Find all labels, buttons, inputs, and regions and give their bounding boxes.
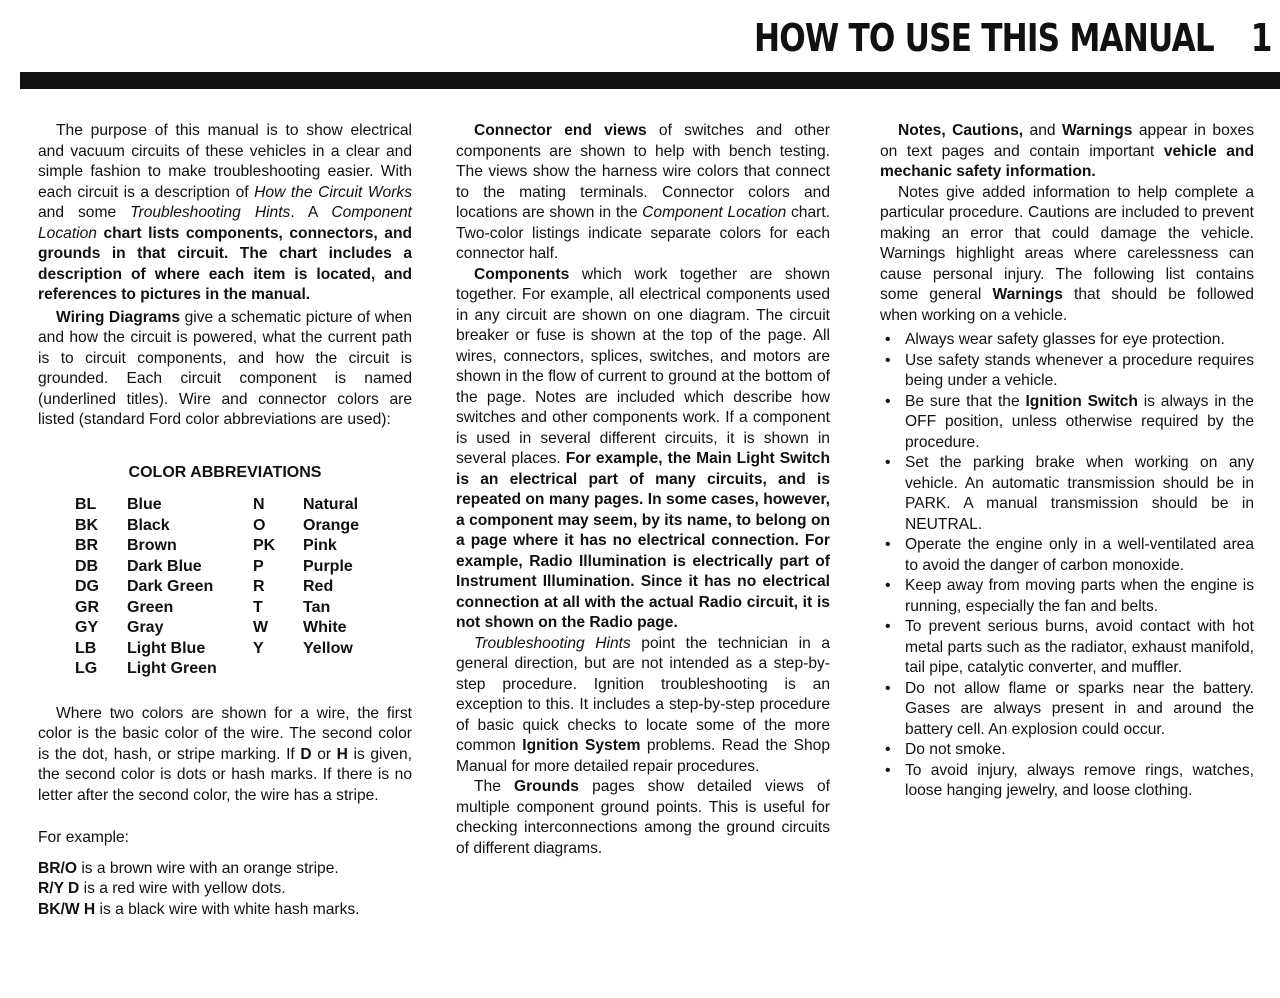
abbr-color-name: White (303, 619, 347, 636)
page-title: HOW TO USE THIS MANUAL (754, 16, 1214, 60)
abbr-color-name: Tan (303, 598, 331, 616)
abbr-color-name: Blue (127, 496, 162, 513)
abbr-code: T (253, 598, 263, 616)
list-item: • Do not allow flame or sparks near the battery. Gases are always present in and around the battery cell. An explosion could occur. (880, 679, 1254, 741)
abbr-code: R (253, 578, 265, 595)
abbr-color-name: Light Blue (127, 639, 206, 657)
table-row (75, 659, 359, 680)
list-item: • Be sure that the Ignition Switch is always in the OFF position, unless otherwise required by the procedure. (880, 392, 1254, 454)
abbr-color-name: Light Green (127, 660, 217, 677)
intro-paragraph: The purpose of this manual is to show electrical and vacuum circuits of these vehicles in a clear and simple fashion to make troubleshooting easier. With each circuit is a description of How the Circuit Works and some Troubleshooting Hints. A Component Location chart lists components, connectors, and grounds in that circuit. The chart includes a description of where each item is located, and references to pictures in the manual. (38, 122, 412, 303)
table-row (75, 598, 359, 619)
abbr-code: DG (75, 578, 99, 595)
list-item: • To avoid injury, always remove rings, watches, loose hanging jewelry, and loose clothing. (880, 761, 1254, 802)
abbr-code: BR (75, 537, 99, 554)
abbr-color-name: Natural (303, 496, 359, 513)
abbr-code: GY (75, 619, 99, 636)
table-row (75, 639, 359, 660)
two-colors-paragraph: Where two colors are shown for a wire, the first color is the basic color of the wire. The second color is the dot, hash, or stripe marking. If D or H is given, the second color is dots or hash marks. If there is no letter after the second color, the wire has a stripe. (38, 704, 412, 804)
table-row (75, 495, 359, 516)
table-row (75, 516, 359, 537)
column-left (38, 121, 412, 920)
troubleshooting-hints-paragraph: Troubleshooting Hints point the technician in a general direction, but are not intended as a step-by-step procedure. Ignition troubleshooting is an exception to this. It includes a step-by-step procedure of basic quick checks to locate some of the more common Ignition System problems. Read the Shop Manual for more detailed repair procedures. (456, 634, 830, 775)
abbr-code: BK (75, 516, 99, 534)
warnings-intro-paragraph: Notes give added information to help complete a particular procedure. Cautions are included to prevent making an error that could damage the vehicle. Warnings highlight areas where carelessness can cause personal injury. The following list contains some general Warnings that should be followed when working on a vehicle. (880, 183, 1254, 324)
page-header (0, 14, 1280, 58)
abbr-color-name: Dark Blue (127, 557, 202, 575)
abbr-color-name: Green (127, 598, 174, 616)
list-item: • Do not smoke. (880, 740, 1254, 761)
abbr-code: N (253, 496, 265, 513)
abbr-color-name: Pink (303, 537, 337, 554)
table-row (75, 618, 359, 639)
table-row (75, 557, 359, 578)
abbr-code: BL (75, 496, 97, 513)
abbr-code (253, 659, 303, 680)
list-item: • Use safety stands whenever a procedure requires being under a vehicle. (880, 351, 1254, 392)
for-example-label: For example: (38, 829, 129, 846)
wire-examples (38, 859, 412, 921)
column-middle (456, 121, 830, 859)
color-abbreviations-table (75, 495, 359, 680)
abbr-code: W (253, 619, 269, 636)
abbr-code: P (253, 557, 264, 575)
abbr-code: LG (75, 660, 98, 677)
list-item: • Set the parking brake when working on any vehicle. An automatic transmission should be in PARK. A manual transmission should be in NEUTRAL. (880, 453, 1254, 535)
page-number: 1 (1250, 16, 1272, 60)
list-item: • Always wear safety glasses for eye protection. (880, 330, 1254, 351)
abbr-color-name: Red (303, 578, 334, 595)
abbr-code: O (253, 516, 266, 534)
notes-cautions-paragraph: Notes, Cautions, and Warnings appear in boxes on text pages and contain important vehicle and mechanic safety information. (880, 122, 1255, 180)
abbr-color-name: Purple (303, 557, 353, 575)
abbr-code: LB (75, 639, 97, 657)
wiring-diagrams-paragraph: Wiring Diagrams give a schematic picture of when and how the circuit is powered, what the current path is to circuit components, and how the circuit is grounded. Each circuit component is named (underlined titles). Wire and connector colors are listed (standard Ford color abbreviations are used): (38, 308, 412, 428)
abbr-code: GR (75, 598, 99, 616)
list-item: • To prevent serious burns, avoid contact with hot metal parts such as the radiator, exhaust manifold, tail pipe, catalytic converter, and muffler. (880, 617, 1254, 679)
abbr-color-name: Dark Green (127, 578, 214, 595)
wire-example: BK/W H is a black wire with white hash marks. (38, 900, 360, 918)
abbr-code: Y (253, 639, 264, 657)
list-item: • Keep away from moving parts when the engine is running, especially the fan and belts. (880, 576, 1254, 617)
abbr-color-name: Gray (127, 619, 164, 636)
table-row (75, 536, 359, 557)
abbr-code: PK (253, 537, 276, 554)
components-paragraph: Components which work together are shown together. For example, all electrical components used in any circuit are shown on one diagram. The circuit breaker or fuse is shown at the top of the page. All wires, connectors, splices, switches, and motors are shown in the flow of current to ground at the bottom of the page. Notes are included which describe how switches and other components work. If a component is used in several different circuits, it is shown in several places. For example, the Main Light Switch is an electrical part of many circuits, and is repeated on many pages. In some cases, however, a component may seem, by its name, to belong on a page where it has no electrical connection. For example, Radio Illumination is electrically part of Instrument Illumination. Since it has no electrical connection at all with the actual Radio circuit, it is not shown on the Radio page. (456, 265, 831, 631)
list-item: • Operate the engine only in a well-ventilated area to avoid the danger of carbon monoxide. (880, 535, 1254, 576)
abbr-color-name (303, 659, 359, 680)
column-right (880, 121, 1254, 802)
abbr-color-name: Brown (127, 537, 177, 554)
header-rule (20, 72, 1280, 89)
connector-end-views-paragraph: Connector end views of switches and other components are shown to help with bench testing. The views show the harness wire colors that connect to the mating terminals. Connector colors and locations are shown in the Component Location chart. Two-color listings indicate separate colors for each connector half. (456, 122, 830, 262)
grounds-paragraph: The Grounds pages show detailed views of multiple component ground points. This is useful for checking interconnections among the ground circuits of different diagrams. (456, 778, 830, 857)
wire-example: BR/O is a brown wire with an orange stripe. (38, 859, 339, 877)
abbr-color-name: Yellow (303, 639, 353, 657)
abbr-color-name: Black (127, 516, 170, 534)
color-abbreviations-title: COLOR ABBREVIATIONS (128, 463, 322, 481)
abbr-color-name: Orange (303, 516, 360, 534)
abbr-code: DB (75, 557, 99, 575)
warnings-list (880, 330, 1254, 802)
table-row (75, 577, 359, 598)
wire-example: R/Y D is a red wire with yellow dots. (38, 880, 286, 897)
